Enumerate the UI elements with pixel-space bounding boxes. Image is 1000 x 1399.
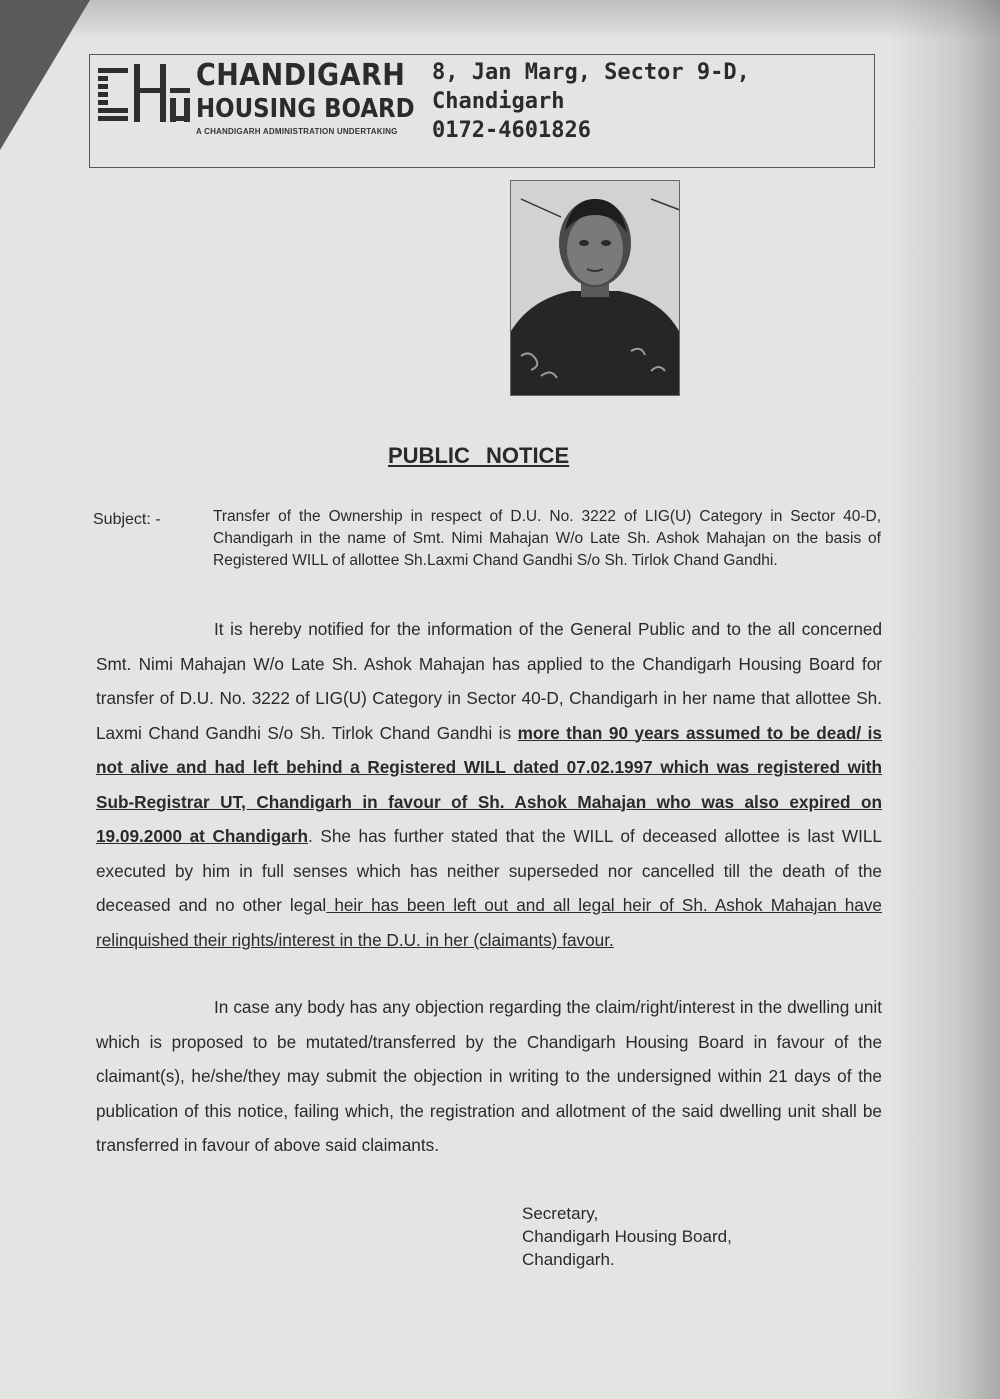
subject-text: Transfer of the Ownership in respect of D.U. No. 3222 of LIG(U) Category in Sector 40-D, Chandigarh in the name of Smt. Nimi Mahajan W/o Late Sh. Ashok Mahajan on the basis of Registered WILL of allottee Sh.Laxmi Chand Gandhi S/o Sh. Tirlok Chand Gandhi. [213, 508, 881, 569]
notice-paragraph-1 [96, 612, 882, 957]
para1-text-c: . She has further stated that the WILL of deceased allottee is last WILL executed by him in full senses which has neither superseded nor cancelled till the death of the deceased and no other legal [96, 826, 882, 915]
folded-corner [0, 0, 90, 150]
phone-number: 0172-4601826 [432, 118, 591, 143]
portrait-image [511, 181, 679, 395]
para1-emphasis-underlined: more than 90 years assumed to be dead/ is not alive and had left behind a Registered WILL dated 07.02.1997 which was registered with Sub-Registrar UT, Chandigarh in favour of Sh. Ashok Mahajan who was also expired on 19.09.2000 at Chandigarh [96, 722, 882, 846]
signatory-city: Chandigarh. [522, 1250, 615, 1269]
org-tagline: A CHANDIGARH ADMINISTRATION UNDERTAKING [196, 127, 398, 136]
para1-text-a: It is hereby notified for the information of the General Public and to the all concerned Smt. Nimi Mahajan W/o Late Sh. Ashok Mahajan has applied to the Chandigarh Housing Board for transfer of D.U. No. 3222 of LIG(U) Category in Sector 40-D, Chandigarh in her name that allottee Sh. Laxmi Chand Gandhi S/o Sh. Tirlok Chand Gandhi is [96, 619, 882, 743]
address-line1: 8, Jan Marg, Sector 9-D, [432, 60, 750, 85]
org-address [432, 58, 750, 145]
signature-block [522, 1202, 732, 1271]
address-line2: Chandigarh [432, 89, 565, 114]
scan-shadow-top [0, 0, 1000, 40]
org-name-line1: CHANDIGARH [196, 58, 406, 93]
signatory-org: Chandigarh Housing Board, [522, 1227, 732, 1246]
chb-logo-icon [98, 64, 190, 126]
notice-title: PUBLIC NOTICE [388, 443, 570, 468]
para1-underlined: heir has been left out and all legal heir of Sh. Ashok Mahajan have relinquished their rights/interest in the D.U. in her (claimants) favour. [96, 895, 882, 950]
scan-shadow-right [890, 0, 1000, 1399]
subject-label: Subject: - [93, 511, 161, 528]
notice-paragraph-2: In case any body has any objection regarding the claim/right/interest in the dwelling unit which is proposed to be mutated/transferred by the Chandigarh Housing Board in favour of the claimant(s), he/she/they may submit the objection in writing to the undersigned within 21 days of the publication of this notice, failing which, the registration and allotment of the said dwelling unit shall be transferred in favour of above said claimants. [96, 997, 882, 1155]
applicant-photo [510, 180, 680, 396]
signatory-title: Secretary, [522, 1204, 599, 1223]
org-name-line2: HOUSING BOARD [196, 94, 415, 124]
